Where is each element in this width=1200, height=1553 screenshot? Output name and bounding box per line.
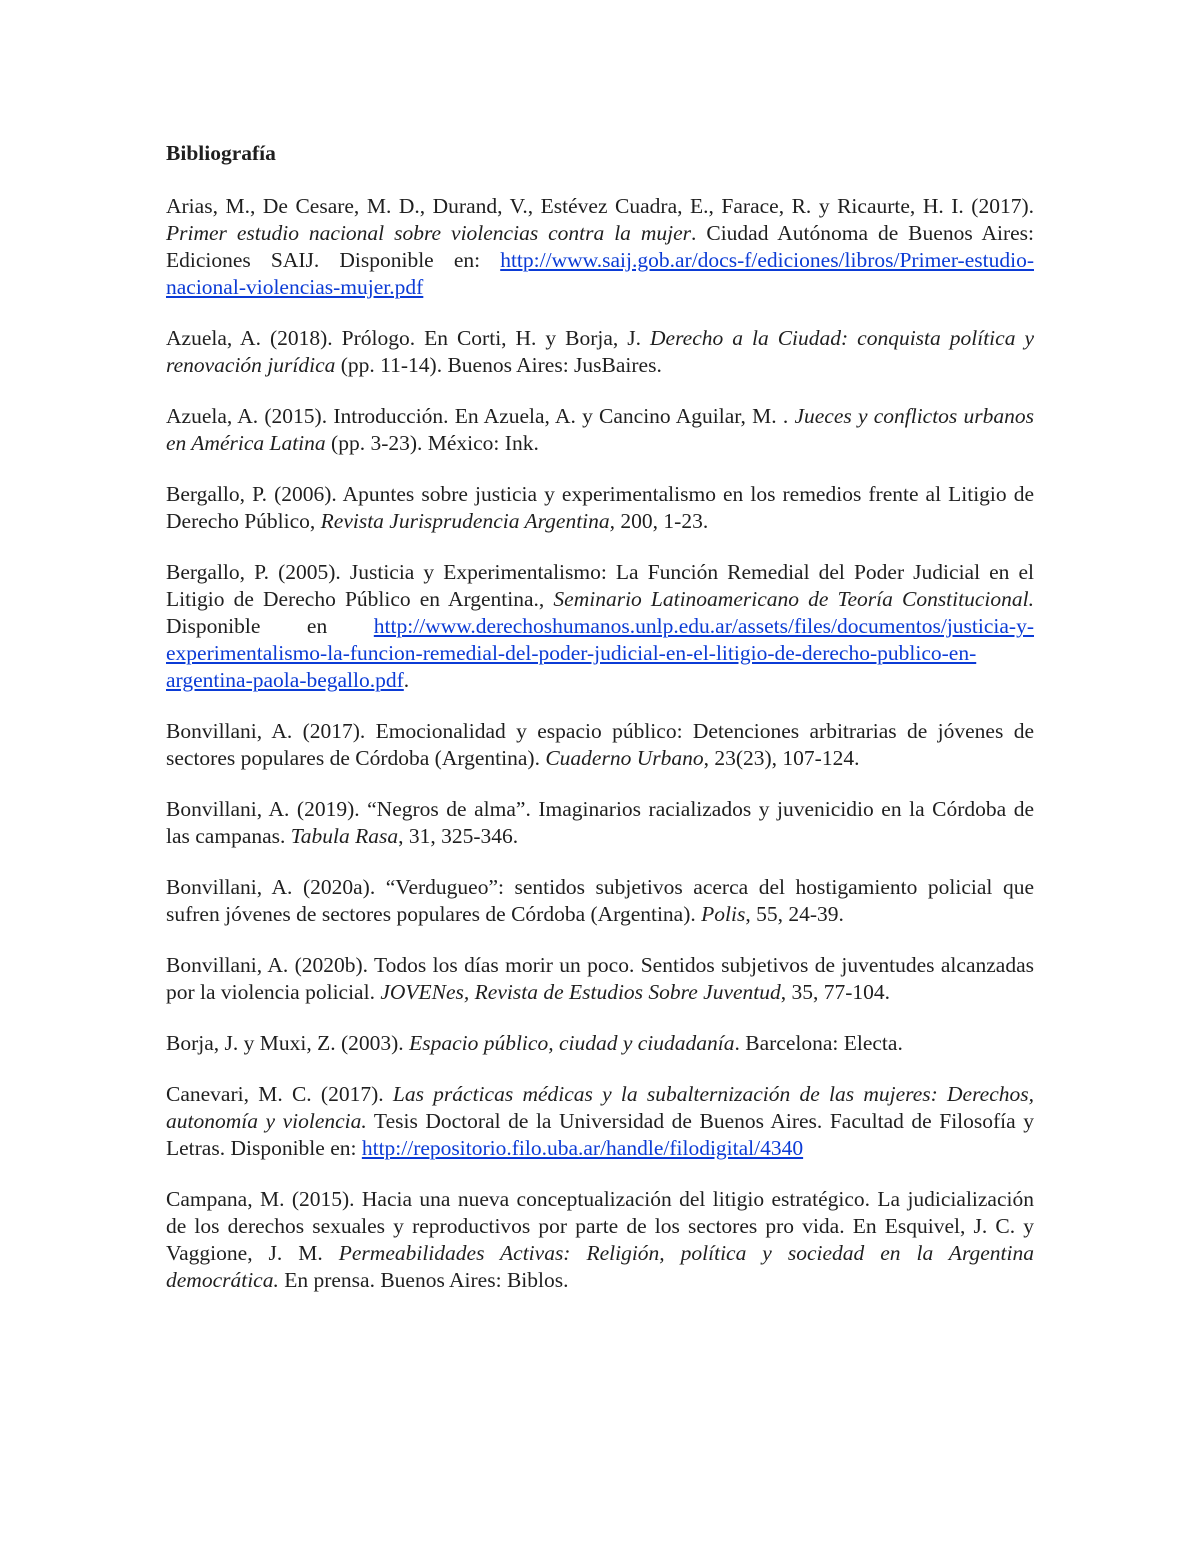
reference-text: .	[403, 668, 410, 692]
reference-title: Seminario Latinoamericano de Teoría Constitucional.	[553, 587, 1034, 611]
reference-entry	[166, 718, 1034, 772]
reference-link[interactable]: http://www.derechoshumanos.unlp.edu.ar/assets/files/documentos/justicia-y-experimentalismo-la-funcion-remedial-del-poder-judicial-en-el-litigio-de-derecho-publico-en-argentina-paola-begallo.pdf	[166, 614, 1034, 692]
section-heading: Bibliografía	[166, 141, 276, 165]
reference-text: (pp. 11-14). Buenos Aires: JusBaires.	[335, 353, 662, 377]
reference-text: Bonvillani, A. (2020b). Todos los días morir un poco. Sentidos subjetivos de juventudes alcanzadas por la violencia policial.	[166, 953, 1034, 1004]
reference-entry	[166, 952, 1034, 1006]
reference-text: , 23(23), 107-124.	[703, 746, 860, 770]
reference-text: , 31, 325-346.	[398, 824, 519, 848]
reference-text: , 55, 24-39.	[745, 902, 844, 926]
bibliography-section	[166, 140, 1034, 1318]
reference-text: Campana, M. (2015). Hacia una nueva conceptualización del litigio estratégico. La judicialización de los derechos sexuales y reproductivos por parte de los sectores pro vida. En Esquivel, J. C. y Vaggione, J. M.	[166, 1187, 1034, 1265]
reference-text: Azuela, A. (2015). Introducción. En Azuela, A. y Cancino Aguilar, M. .	[166, 404, 795, 428]
reference-text: Tesis Doctoral de la Universidad de Buenos Aires. Facultad de Filosofía y Letras. Disponible en:	[166, 1109, 1034, 1160]
reference-entry	[166, 559, 1034, 694]
reference-text: Bergallo, P. (2005). Justicia y Experimentalismo: La Función Remedial del Poder Judicial en el Litigio de Derecho Público en Argentina.,	[166, 560, 1034, 611]
reference-text: Bergallo, P. (2006). Apuntes sobre justicia y experimentalismo en los remedios frente al Litigio de Derecho Público,	[166, 482, 1034, 533]
reference-text: . Barcelona: Electa.	[734, 1031, 903, 1055]
reference-link[interactable]: http://www.saij.gob.ar/docs-f/ediciones/libros/Primer-estudio-nacional-violencias-mujer.pdf	[166, 248, 1034, 299]
reference-title: Primer estudio nacional sobre violencias contra la mujer	[166, 221, 692, 245]
reference-link[interactable]: http://repositorio.filo.uba.ar/handle/filodigital/4340	[361, 1136, 804, 1160]
reference-title: Tabula Rasa	[290, 824, 399, 848]
reference-entry	[166, 874, 1034, 928]
reference-text: (pp. 3-23). México: Ink.	[325, 431, 539, 455]
reference-entry	[166, 1186, 1034, 1294]
reference-title: Derecho a la Ciudad: conquista política y renovación jurídica	[166, 326, 1034, 377]
reference-text: En prensa. Buenos Aires: Biblos.	[278, 1268, 569, 1292]
reference-text: Disponible en	[166, 614, 374, 638]
reference-title: Jueces y conflictos urbanos en América Latina	[166, 404, 1034, 455]
reference-title: Polis	[701, 902, 746, 926]
reference-title: Las prácticas médicas y la subalternización de las mujeres: Derechos, autonomía y violencia.	[166, 1082, 1034, 1133]
reference-text: . Ciudad Autónoma de Buenos Aires: Ediciones SAIJ. Disponible en:	[166, 221, 1034, 272]
reference-text: Borja, J. y Muxi, Z. (2003).	[166, 1031, 410, 1055]
reference-entry	[166, 403, 1034, 457]
reference-entry	[166, 796, 1034, 850]
reference-entry	[166, 325, 1034, 379]
reference-text: Azuela, A. (2018). Prólogo. En Corti, H. y Borja, J.	[166, 326, 651, 350]
reference-title: Revista Jurisprudencia Argentina,	[320, 509, 616, 533]
reference-text: Canevari, M. C. (2017).	[166, 1082, 393, 1106]
reference-text: , 35, 77-104.	[780, 980, 891, 1004]
reference-text: Bonvillani, A. (2020a). “Verdugueo”: sentidos subjetivos acerca del hostigamiento policial que sufren jóvenes de sectores populares de Córdoba (Argentina).	[166, 875, 1034, 926]
reference-title: JOVENes, Revista de Estudios Sobre Juventud	[380, 980, 781, 1004]
reference-entry	[166, 1030, 1034, 1057]
reference-text: Bonvillani, A. (2019). “Negros de alma”. Imaginarios racializados y juvenicidio en la Córdoba de las campanas.	[166, 797, 1034, 848]
reference-text: 200, 1-23.	[615, 509, 709, 533]
reference-text: Bonvillani, A. (2017). Emocionalidad y espacio público: Detenciones arbitrarias de jóvenes de sectores populares de Córdoba (Argentina).	[166, 719, 1034, 770]
reference-entry	[166, 193, 1034, 301]
reference-entry	[166, 1081, 1034, 1162]
reference-title: Espacio público, ciudad y ciudadanía	[409, 1031, 735, 1055]
reference-title: Cuaderno Urbano	[545, 746, 704, 770]
reference-title: Permeabilidades Activas: Religión, política y sociedad en la Argentina democrática.	[166, 1241, 1034, 1292]
reference-entry	[166, 481, 1034, 535]
reference-text: Arias, M., De Cesare, M. D., Durand, V., Estévez Cuadra, E., Farace, R. y Ricaurte, H. I. (2017).	[166, 194, 1034, 218]
